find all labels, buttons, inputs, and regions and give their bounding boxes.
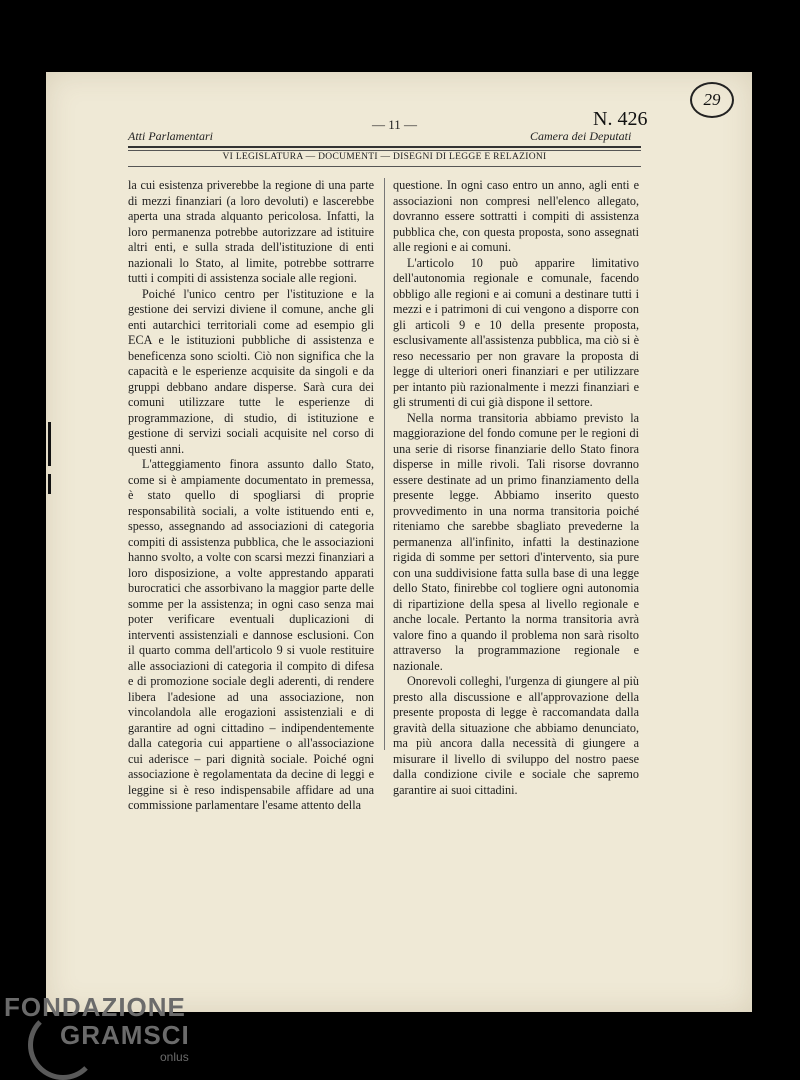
document-number: N. 426: [593, 108, 648, 130]
page-stamp: 29: [690, 82, 734, 118]
header-rule: [128, 146, 641, 148]
margin-mark: [48, 422, 51, 466]
left-column: [128, 178, 374, 814]
right-column: [393, 178, 639, 798]
logo-text: FONDAZIONE: [4, 992, 186, 1022]
paragraph: L'atteggiamento finora assunto dallo Stato, come si è ampiamente documentato in premessa, è stato quello di spogliarsi di proprie responsabilità sociali, a volte istituendo enti e, spesso, assegnando ad associazioni di categoria compiti di assistenza pubblica, che le associazioni hanno svolto, a volte con scarsi mezzi finanziari a loro disposizione, a volte apprestando apparati burocratici che assorbivano la maggior parte delle somme per la assistenza; in ogni caso senza mai poter verificare eventuali duplicazioni di interventi assistenziali e dannose esclusioni. Con il quarto comma dell'articolo 9 si vuole restituire alle associazioni di categoria il compito di difesa e di promozione sociale degli aderenti, di rendere libera l'adesione ad una associazione, non vincolandola alle erogazioni assistenziali e di garantire ad ogni cittadino – indipendentemente dalla categoria cui appartiene o all'associazione cui aderisce – pari dignità sociale. Poiché ogni associazione è regolamentata da decine di leggi e leggine si è reso indispensabile affidare ad una commissione parlamentare l'esame attento della: [128, 457, 374, 812]
paragraph: la cui esistenza priverebbe la regione di una parte di mezzi finanziari (a loro devoluti) e lascerebbe aperta una strada alquanto pericolosa. Infatti, la loro permanenza potrebbe autorizzare ad istituire altri enti, e sulla strada dell'istituzione di enti nazionali lo Stato, al limite, potrebbe sottrarre tutti i compiti di assistenza sociale alle regioni.: [128, 178, 374, 285]
paragraph: Onorevoli colleghi, l'urgenza di giungere al più presto alla discussione e all'approvazione della presente proposta di legge è raccomandata dalla gravità della situazione che abbiamo denunciato, ma più ancora dalla necessità di giungere a misurare il livello di sviluppo del nostro paese dalla condizione civile e sociale che sapremo garantire ai suoi cittadini.: [393, 674, 639, 797]
paragraph: Poiché l'unico centro per l'istituzione e la gestione dei servizi diviene il comune, anche gli enti autarchici territoriali come ad esempio gli ECA e le istituzioni pubbliche di assistenza e beneficenza sono sciolti. Ciò non significa che la capacità e le esperienze acquisite da singoli e da gruppi debbano andare disperse. Sarà cura dei comuni utilizzare tutte le esperienze di programmazione, di studio, di istituzione e gestione di servizi sociali acquisite nel corso di questi anni.: [128, 286, 374, 456]
foundation-logo: [0, 988, 200, 1080]
paragraph: questione. In ogni caso entro un anno, agli enti e associazioni non compresi nell'elenco allegato, dovranno essere sottratti i compiti di assistenza pubblica che, con questa proposta, sono assegnati alle regioni e ai comuni.: [393, 178, 639, 254]
header-rule: [128, 166, 641, 167]
header-left-title: Atti Parlamentari: [128, 129, 213, 143]
header-rule: [128, 150, 641, 151]
margin-mark: [48, 474, 51, 494]
header-subtitle: VI LEGISLATURA — DOCUMENTI — DISEGNI DI LEGGE E RELAZIONI: [222, 152, 547, 162]
paragraph: Nella norma transitoria abbiamo previsto la maggiorazione del fondo comune per le regioni di una serie di risorse finanziarie dello Stato finora disperse in mille rivoli. Tali risorse dovranno essere destinate ad un primo finanziamento della presente legge. Abbiamo inserito questo provvedimento in una norma transitoria poiché riteniamo che sarebbe sbagliato prevederne la permanenza all'infinito, infatti la destinazione rigida di somme per settori d'intervento, sia pure con una suddivisione fatta sulla base di una legge dello Stato, finirebbe col togliere ogni autonomia di ripartizione della spesa al livello regionale e anche locale. Pertanto la norma transitoria avrà valore fino a quando il problema non sarà risolto attraverso la programmazione regionale e nazionale.: [393, 410, 639, 673]
logo-text: GRAMSCI: [60, 1020, 190, 1050]
header-right-title: Camera dei Deputati: [530, 129, 632, 143]
column-divider: [384, 178, 385, 750]
logo-text: onlus: [160, 1050, 189, 1064]
page-number: — 11 —: [372, 117, 418, 132]
paragraph: L'articolo 10 può apparire limitativo dell'autonomia regionale e comunale, facendo obbligo alle regioni e ai comuni a destinare tutti i mezzi e i patrimoni di cui vengono a disporre con gli articoli 9 e 10 della presente proposta, esclusivamente all'assistenza pubblica, ma ciò si è reso necessario per non gravare la proposta di legge di ulteriori oneri finanziari e per utilizzare per intanto più razionalmente i mezzi finanziari e gli strumenti di cui già dispone il settore.: [393, 255, 639, 409]
